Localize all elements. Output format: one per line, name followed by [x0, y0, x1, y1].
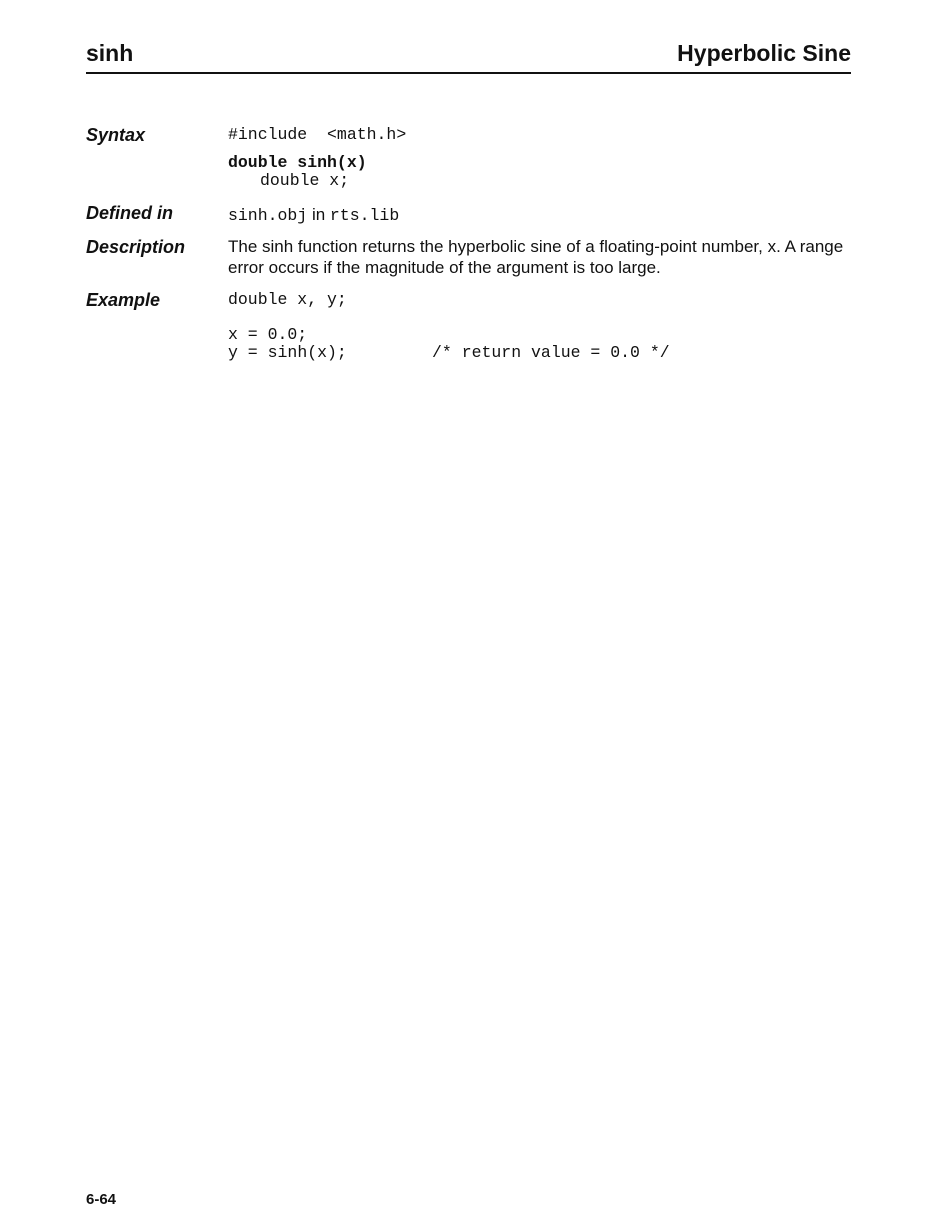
description-label: Description: [86, 237, 186, 257]
library-name: rts.lib: [329, 206, 400, 225]
defined-in-block: [228, 204, 852, 225]
syntax-block: [228, 126, 852, 190]
example-call-prefix: y =: [228, 343, 268, 362]
function-name-heading: sinh: [86, 40, 134, 66]
syntax-label: Syntax: [86, 125, 146, 145]
example-label: Example: [86, 290, 161, 310]
function-declaration: double sinh(x): [228, 153, 367, 172]
example-line-declare: double x, y;: [228, 290, 347, 309]
example-call-suffix: ;: [336, 343, 347, 362]
example-block: [228, 291, 852, 362]
function-title-heading: Hyperbolic Sine: [677, 40, 851, 66]
example-line-call: [228, 344, 852, 362]
page-header: [86, 38, 851, 74]
defined-in-label: Defined in: [86, 203, 174, 223]
include-line: #include <math.h>: [228, 125, 407, 144]
example-comment: /* return value = 0.0 */: [432, 343, 670, 362]
example-call-function: sinh(x): [267, 343, 337, 362]
parameter-declaration: double x;: [260, 171, 350, 190]
object-file-name: sinh.obj: [228, 206, 308, 225]
page-number: 6-64: [86, 1191, 117, 1208]
description-text: The sinh function returns the hyperbolic sine of a floating-point number, x. A range error occurs if the magnitude of the argument is too large.: [228, 237, 844, 277]
defined-in-connector: in: [307, 205, 330, 224]
example-line-assign: x = 0.0;: [228, 325, 308, 344]
